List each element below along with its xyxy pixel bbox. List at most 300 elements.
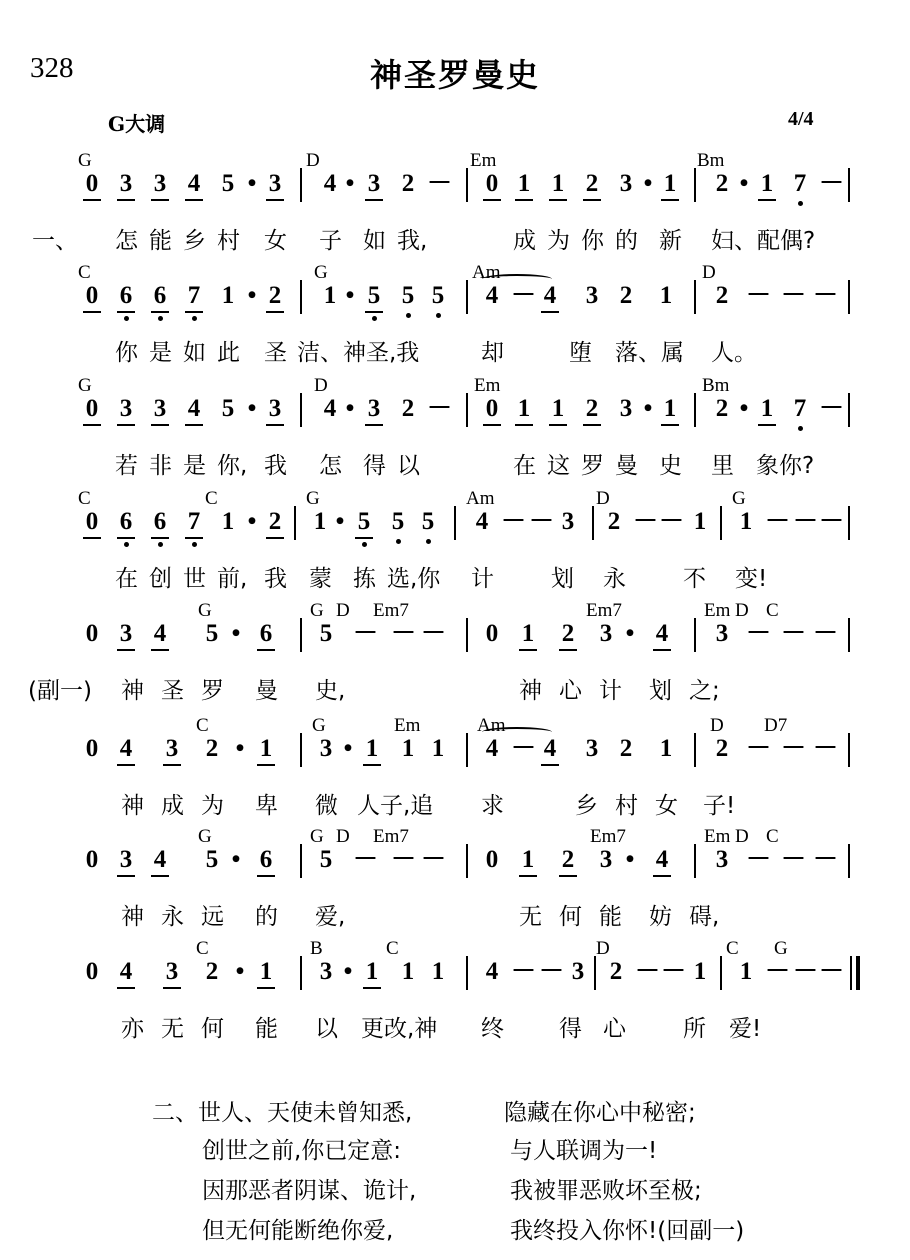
note: 6 — [259, 620, 273, 647]
note: 1 — [739, 508, 753, 535]
note: 4 — [543, 735, 557, 762]
dash-mark: － — [781, 620, 807, 647]
lyric-syllable: 前, — [217, 566, 248, 592]
low-octave-dot — [798, 426, 803, 431]
note: 2 — [205, 735, 219, 762]
beam-underline — [151, 875, 169, 877]
dash-mark: － — [819, 395, 845, 422]
beam-underline — [758, 424, 776, 426]
page-number: 328 — [30, 52, 74, 84]
lyric-syllable: 我 — [264, 566, 287, 592]
lyric-syllable: 蒙 — [309, 566, 332, 592]
note: 0 — [85, 846, 99, 873]
lyric-syllable: 成 — [161, 793, 184, 819]
note: 1 — [323, 282, 337, 309]
lyric-syllable: 之; — [689, 678, 720, 704]
lyric-syllable: 能 — [255, 1016, 278, 1042]
beam-underline — [583, 199, 601, 201]
dash-mark: － — [813, 735, 839, 762]
lyric-syllable: 却 — [481, 340, 504, 366]
lyric-syllable: 以 — [397, 453, 420, 479]
note: 1 — [663, 395, 677, 422]
lyric-syllable: 人子,追 — [357, 793, 434, 819]
bar-line — [850, 956, 852, 990]
dash-mark: － — [781, 282, 807, 309]
bar-line — [848, 506, 850, 540]
chord-symbol: Em — [394, 715, 421, 736]
chord-symbol: Bm — [702, 375, 730, 396]
beam-underline — [559, 649, 577, 651]
key-signature: G大调 — [108, 112, 166, 136]
note: 4 — [187, 170, 201, 197]
beam-underline — [363, 987, 381, 989]
note: 3 — [119, 395, 133, 422]
low-octave-dot — [192, 542, 197, 547]
chord-symbol: D — [596, 488, 610, 509]
chord-symbol: D — [314, 375, 328, 396]
dot-mark: • — [247, 508, 257, 535]
chord-symbol: G — [310, 600, 324, 621]
note: 3 — [367, 170, 381, 197]
note: 4 — [485, 735, 499, 762]
lyric-syllable: 无 — [161, 1016, 184, 1042]
lyric-syllable: 如 — [183, 340, 206, 366]
note: 3 — [268, 170, 282, 197]
chord-symbol: G — [198, 826, 212, 847]
note: 1 — [365, 735, 379, 762]
dash-mark: － — [813, 620, 839, 647]
beam-underline — [541, 311, 559, 313]
note: 3 — [619, 170, 633, 197]
chord-symbol: G — [774, 938, 788, 959]
lyric-syllable: 女 — [655, 793, 678, 819]
beam-underline — [117, 875, 135, 877]
bar-line — [300, 168, 302, 202]
lyric-syllable: 村 — [217, 228, 240, 254]
note: 3 — [119, 170, 133, 197]
bar-line — [594, 956, 596, 990]
note: 0 — [485, 846, 499, 873]
beam-underline — [365, 311, 383, 313]
note: 2 — [607, 508, 621, 535]
dash-mark: － — [746, 735, 772, 762]
note: 4 — [323, 395, 337, 422]
dash-mark: － — [659, 508, 685, 535]
tie-arc — [482, 727, 552, 737]
dot-mark: • — [335, 508, 345, 535]
chord-symbol: G — [312, 715, 326, 736]
lyric-syllable: 划 — [551, 566, 574, 592]
chord-symbol: Em7 — [590, 826, 626, 847]
low-octave-dot — [396, 539, 401, 544]
note: 2 — [585, 170, 599, 197]
beam-underline — [117, 311, 135, 313]
lyric-syllable: 爱, — [315, 904, 346, 930]
note: 5 — [221, 170, 235, 197]
dot-mark: • — [247, 282, 257, 309]
chord-symbol: Em7 — [373, 600, 409, 621]
note: 2 — [609, 958, 623, 985]
note: 6 — [259, 846, 273, 873]
bar-line — [848, 618, 850, 652]
chord-symbol: G — [732, 488, 746, 509]
lyric-syllable: 曼 — [615, 453, 638, 479]
dot-mark: • — [235, 958, 245, 985]
bar-line — [848, 168, 850, 202]
lyric-syllable: 的 — [615, 228, 638, 254]
lyric-syllable: 卑 — [255, 793, 278, 819]
lyric-syllable: 亦 — [121, 1016, 144, 1042]
lyric-syllable: 子 — [319, 228, 342, 254]
dash-mark: － — [819, 508, 845, 535]
beam-underline — [117, 987, 135, 989]
note: 5 — [319, 620, 333, 647]
note: 0 — [85, 170, 99, 197]
lyric-syllable: 拣 — [353, 566, 376, 592]
lyric-syllable: 心 — [559, 678, 582, 704]
lyric-syllable: 神 — [519, 678, 542, 704]
lyric-syllable: 成 — [513, 228, 536, 254]
dot-mark: • — [247, 395, 257, 422]
bar-line — [466, 168, 468, 202]
lyric-syllable: 史, — [315, 678, 346, 704]
verse-label: 一、 — [32, 228, 78, 254]
dot-mark: • — [625, 620, 635, 647]
beam-underline — [519, 649, 537, 651]
chord-symbol: Em — [474, 375, 501, 396]
final-bar-line — [856, 956, 860, 990]
chord-symbol: Bm — [697, 150, 725, 171]
dash-mark: － — [793, 958, 819, 985]
dot-mark: • — [643, 395, 653, 422]
lyric-syllable: 里 — [711, 453, 734, 479]
lyric-syllable: 在 — [513, 453, 536, 479]
lyric-syllable: 罗 — [201, 678, 224, 704]
note: 2 — [715, 735, 729, 762]
beam-underline — [363, 764, 381, 766]
note: 0 — [85, 620, 99, 647]
note: 1 — [221, 282, 235, 309]
note: 5 — [205, 846, 219, 873]
beam-underline — [185, 311, 203, 313]
dash-mark: － — [813, 282, 839, 309]
note: 0 — [85, 958, 99, 985]
note: 3 — [119, 846, 133, 873]
dash-mark: － — [813, 846, 839, 873]
bar-line — [300, 280, 302, 314]
bar-line — [300, 733, 302, 767]
dash-mark: － — [529, 508, 555, 535]
lyric-syllable: 为 — [201, 793, 224, 819]
bar-line — [466, 844, 468, 878]
beam-underline — [185, 199, 203, 201]
song-title: 神圣罗曼史 — [369, 56, 540, 94]
note: 2 — [561, 620, 575, 647]
chord-symbol: D — [735, 826, 749, 847]
beam-underline — [117, 537, 135, 539]
dash-mark: － — [765, 958, 791, 985]
lyric-syllable: 微 — [315, 793, 338, 819]
bar-line — [694, 393, 696, 427]
dash-mark: － — [511, 282, 537, 309]
lyric-syllable: 为 — [547, 228, 570, 254]
bar-line — [300, 618, 302, 652]
beam-underline — [151, 311, 169, 313]
dash-mark: － — [781, 735, 807, 762]
lyric-syllable: 乡 — [575, 793, 598, 819]
note: 2 — [619, 735, 633, 762]
note: 2 — [619, 282, 633, 309]
note: 5 — [221, 395, 235, 422]
dash-mark: － — [819, 170, 845, 197]
chord-symbol: C — [196, 938, 209, 959]
dot-mark: • — [739, 170, 749, 197]
low-octave-dot — [372, 316, 377, 321]
beam-underline — [515, 424, 533, 426]
dot-mark: • — [247, 170, 257, 197]
bar-line — [720, 956, 722, 990]
beam-underline — [661, 199, 679, 201]
note: 5 — [391, 508, 405, 535]
dash-mark: － — [819, 958, 845, 985]
note: 5 — [401, 282, 415, 309]
low-octave-dot — [362, 542, 367, 547]
chord-symbol: D — [306, 150, 320, 171]
note: 4 — [153, 846, 167, 873]
chord-symbol: D — [596, 938, 610, 959]
lyric-syllable: 创 — [149, 566, 172, 592]
lyric-syllable: 曼 — [255, 678, 278, 704]
time-signature: 4/4 — [788, 108, 814, 130]
lyric-syllable: 妇、配偶? — [711, 228, 816, 254]
chord-symbol: G — [306, 488, 320, 509]
beam-underline — [151, 424, 169, 426]
note: 3 — [619, 395, 633, 422]
lyric-syllable: 的 — [255, 904, 278, 930]
note: 0 — [85, 735, 99, 762]
bar-line — [466, 618, 468, 652]
lyric-syllable: 终 — [481, 1016, 504, 1042]
lyric-syllable: 怎 — [319, 453, 342, 479]
note: 3 — [153, 170, 167, 197]
low-octave-dot — [124, 542, 129, 547]
note: 0 — [85, 508, 99, 535]
lyric-syllable: 永 — [161, 904, 184, 930]
note: 1 — [551, 395, 565, 422]
beam-underline — [583, 424, 601, 426]
lyric-syllable: 圣 — [264, 340, 287, 366]
chord-symbol: C — [196, 715, 209, 736]
lyric-syllable: 人。 — [711, 340, 757, 366]
beam-underline — [519, 875, 537, 877]
note: 3 — [367, 395, 381, 422]
beam-underline — [257, 987, 275, 989]
note: 3 — [153, 395, 167, 422]
lyric-syllable: 能 — [599, 904, 622, 930]
chord-symbol: Am — [477, 715, 506, 736]
chord-symbol: Em — [470, 150, 497, 171]
note: 2 — [401, 170, 415, 197]
lyric-syllable: 神 — [121, 904, 144, 930]
lyric-syllable: 子! — [703, 793, 736, 819]
low-octave-dot — [798, 201, 803, 206]
note: 3 — [268, 395, 282, 422]
lyric-syllable: 变! — [735, 566, 768, 592]
lyric-syllable: 怎 — [115, 228, 138, 254]
chord-symbol: C — [78, 488, 91, 509]
dot-mark: • — [231, 846, 241, 873]
bar-line — [848, 280, 850, 314]
bar-line — [466, 733, 468, 767]
chord-symbol: G — [310, 826, 324, 847]
chord-symbol: B — [310, 938, 323, 959]
dash-mark: － — [661, 958, 687, 985]
note: 1 — [760, 395, 774, 422]
dash-mark: － — [633, 508, 659, 535]
verse-line: 我终投入你怀!(回副一) — [510, 1218, 745, 1244]
lyric-syllable: 落、属 — [615, 340, 684, 366]
dot-mark: • — [345, 170, 355, 197]
dot-mark: • — [343, 735, 353, 762]
lyric-syllable: 非 — [149, 453, 172, 479]
lyric-syllable: 在 — [115, 566, 138, 592]
lyric-syllable: 神 — [121, 793, 144, 819]
note: 5 — [367, 282, 381, 309]
bar-line — [848, 733, 850, 767]
beam-underline — [266, 537, 284, 539]
beam-underline — [483, 199, 501, 201]
note: 5 — [357, 508, 371, 535]
bar-line — [694, 733, 696, 767]
lyric-syllable: 神 — [121, 678, 144, 704]
lyric-syllable: 罗 — [581, 453, 604, 479]
note: 1 — [521, 846, 535, 873]
bar-line — [466, 280, 468, 314]
note: 0 — [485, 170, 499, 197]
beam-underline — [515, 199, 533, 201]
chord-symbol: G — [78, 375, 92, 396]
beam-underline — [653, 649, 671, 651]
note: 3 — [585, 282, 599, 309]
lyric-syllable: 心 — [603, 1016, 626, 1042]
chord-symbol: Em — [704, 600, 731, 621]
note: 3 — [319, 958, 333, 985]
bar-line — [466, 956, 468, 990]
lyric-syllable: 不 — [683, 566, 706, 592]
lyric-syllable: 能 — [149, 228, 172, 254]
beam-underline — [151, 537, 169, 539]
note: 0 — [485, 620, 499, 647]
note: 4 — [485, 958, 499, 985]
low-octave-dot — [158, 542, 163, 547]
lyric-syllable: 更改,神 — [361, 1016, 438, 1042]
beam-underline — [117, 764, 135, 766]
lyric-syllable: 所 — [683, 1016, 706, 1042]
lyric-syllable: 何 — [201, 1016, 224, 1042]
dot-mark: • — [739, 395, 749, 422]
lyric-syllable: 划 — [649, 678, 672, 704]
note: 5 — [205, 620, 219, 647]
dot-mark: • — [643, 170, 653, 197]
beam-underline — [257, 764, 275, 766]
lyric-syllable: 得 — [559, 1016, 582, 1042]
note: 7 — [187, 508, 201, 535]
beam-underline — [151, 649, 169, 651]
note: 1 — [517, 170, 531, 197]
note: 4 — [655, 620, 669, 647]
chord-symbol: Em7 — [373, 826, 409, 847]
dash-mark: － — [427, 395, 453, 422]
beam-underline — [163, 764, 181, 766]
note: 6 — [119, 282, 133, 309]
note: 7 — [793, 395, 807, 422]
lyric-syllable: 计 — [471, 566, 494, 592]
dash-mark: － — [746, 282, 772, 309]
lyric-syllable: 堕 — [569, 340, 592, 366]
beam-underline — [549, 199, 567, 201]
low-octave-dot — [406, 313, 411, 318]
note: 4 — [485, 282, 499, 309]
note: 3 — [119, 620, 133, 647]
dash-mark: － — [539, 958, 565, 985]
beam-underline — [559, 875, 577, 877]
beam-underline — [653, 875, 671, 877]
dash-mark: － — [391, 846, 417, 873]
lyric-syllable: 以 — [315, 1016, 338, 1042]
lyric-syllable: 妨 — [649, 904, 672, 930]
lyric-syllable: 圣 — [161, 678, 184, 704]
bar-line — [720, 506, 722, 540]
bar-line — [592, 506, 594, 540]
note: 1 — [431, 958, 445, 985]
dot-mark: • — [345, 282, 355, 309]
low-octave-dot — [192, 316, 197, 321]
note: 3 — [585, 735, 599, 762]
dash-mark: － — [511, 735, 537, 762]
note: 3 — [571, 958, 585, 985]
note: 6 — [153, 282, 167, 309]
lyric-syllable: 我 — [264, 453, 287, 479]
beam-underline — [257, 875, 275, 877]
lyric-syllable: 碍, — [689, 904, 720, 930]
beam-underline — [83, 537, 101, 539]
note: 4 — [119, 735, 133, 762]
lyric-syllable: 世 — [183, 566, 206, 592]
note: 1 — [259, 735, 273, 762]
note: 1 — [401, 958, 415, 985]
beam-underline — [266, 311, 284, 313]
chord-symbol: C — [766, 826, 779, 847]
dash-mark: － — [765, 508, 791, 535]
chord-symbol: G — [314, 262, 328, 283]
lyric-syllable: 女 — [264, 228, 287, 254]
chord-symbol: D — [735, 600, 749, 621]
note: 1 — [693, 958, 707, 985]
lyric-syllable: 无 — [519, 904, 542, 930]
note: 3 — [599, 620, 613, 647]
dash-mark: － — [511, 958, 537, 985]
note: 1 — [365, 958, 379, 985]
lyric-syllable: 象你? — [756, 453, 815, 479]
note: 1 — [521, 620, 535, 647]
note: 6 — [119, 508, 133, 535]
chord-symbol: D7 — [764, 715, 788, 736]
chord-symbol: D — [336, 826, 350, 847]
low-octave-dot — [426, 539, 431, 544]
bar-line — [454, 506, 456, 540]
dash-mark: － — [746, 846, 772, 873]
chord-symbol: Am — [472, 262, 501, 283]
